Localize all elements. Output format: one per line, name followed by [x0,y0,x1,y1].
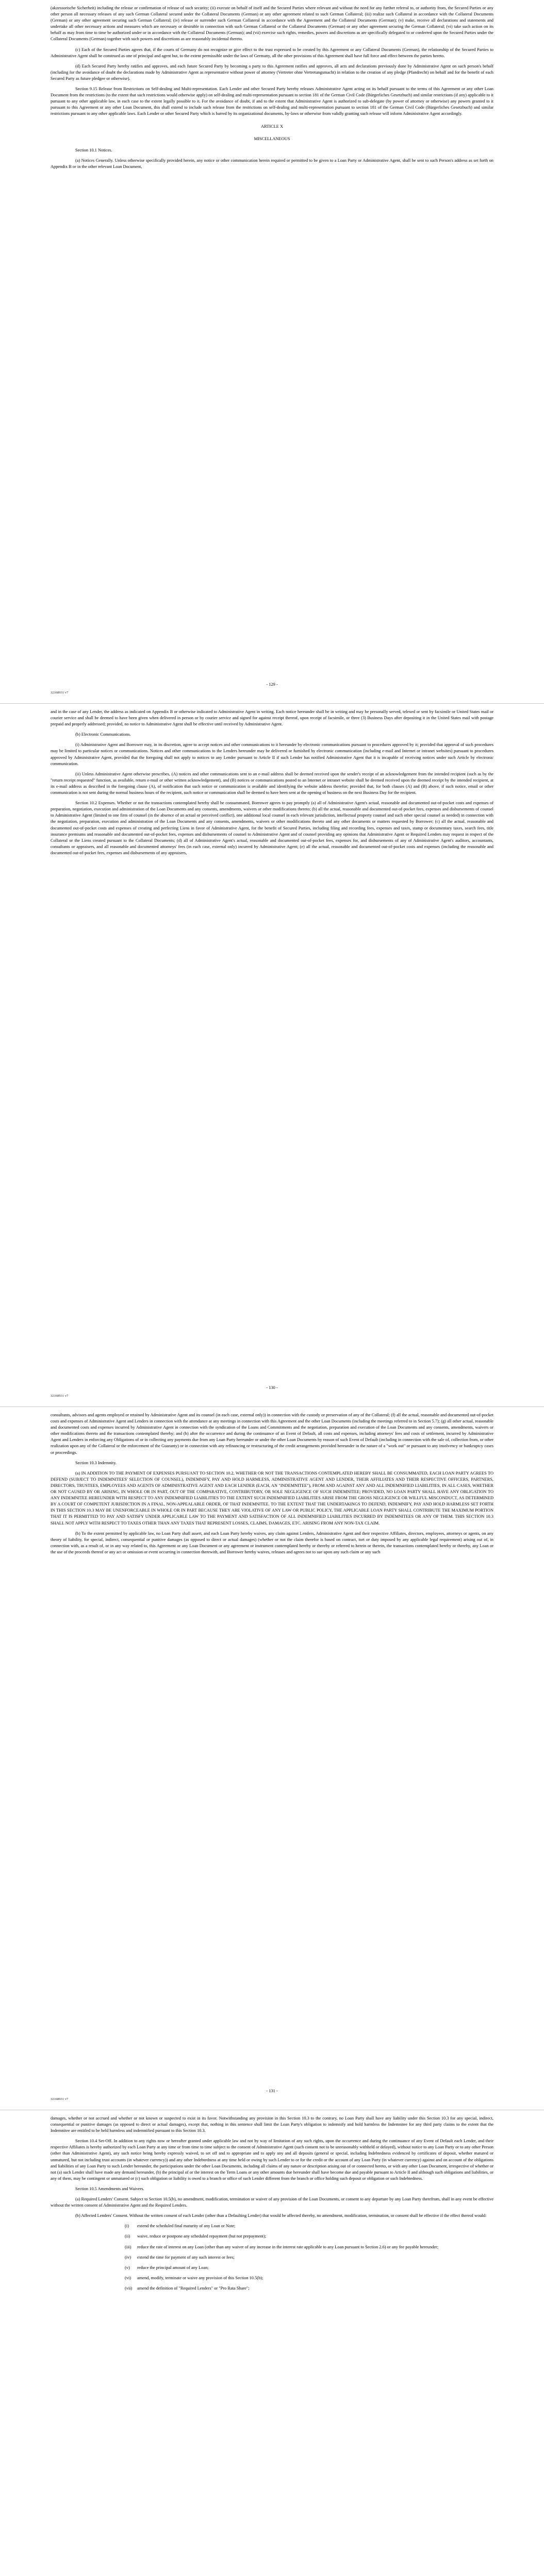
clause-text: reduce the rate of interest on any Loan (other than any waiver of any increase in the interest rate applicable to any Loan pursuant to Section 2.6) or any fee payable hereunder; [137,2244,439,2249]
document-id: 32168931 v7 [51,1394,69,1398]
document-page [0,703,544,1406]
paragraph: (b) Electronic Communications. [75,732,131,737]
clause-text: extend the scheduled final maturity of any Loan or Note; [137,2224,236,2229]
list-item [51,2255,493,2261]
list-item [51,2244,493,2250]
paragraph: consultants, advisors and agents employed or retained by Administrative Agent and its counsel (in each case, external only)) in connection with the custody or preservation of any of the Collateral; (f) all the actual, reasonable and documented out-of-pocket costs and expenses of Administrative Agent and Lenders in connection with the attendance at any meetings in connection with this Agreement and the other Loan Documents (including the meetings referred to in Section 5.7); (g) all other actual, reasonable and documented costs and expenses incurred by Administrative Agent in connection with the syndication of the Loans and Commitments and the negotiation, preparation and execution of the Loan Documents and any consents, amendments, waivers or other modifications thereto and the transactions contemplated thereby; and (h) after the occurrence and during the continuance of an Event of Default, all costs and expenses, including attorneys' fees and costs of settlement, incurred by Administrative Agent and Lenders in enforcing any Obligations of or in collecting any payments due from any Loan Party hereunder or under the other Loan Documents by reason of such Event of Default (including in connection with the sale of, collection from, or other realization upon any of the Collateral or the enforcement of the Guaranty) or in connection with any refinancing or restructuring of the credit arrangements provided hereunder in the nature of a "work out" or pursuant to any insolvency or bankruptcy cases or proceedings. [51,1413,493,1455]
paragraph: (b) To the extent permitted by applicable law, no Loan Party shall assert, and each Loan Party hereby waives, any claim against Lenders, Administrative Agent and their respective Affiliates, directors, employees, attorneys or agents, on any theory of liability, for special, indirect, consequential or punitive damages (as opposed to direct or actual damages) (whether or not the claim therefor is based on contract, tort or duty imposed by any applicable legal requirement) arising out of, in connection with, as a result of, or in any way related to, this Agreement or any Loan Document or any agreement or instrument contemplated hereby or thereby or referred to herein or therein, the transactions contemplated hereby or thereby, any Loan or the use of the proceeds thereof or any act or omission or event occurring in connection therewith, and Borrower hereby waives, releases and agrees not to sue upon any such claim or any such [51,1531,493,1554]
paragraph: (ii) Unless Administrative Agent otherwise prescribes, (A) notices and other communications sent to an e-mail address shall be deemed received upon the sender's receipt of an acknowledgement from the intended recipient (such as by the "return receipt requested" function, as available, return e-mail or other written acknowledgement), and (B) notices or communications posted to an Internet or intranet website shall be deemed received upon the deemed receipt by the intended recipient, at its e-mail address as described in the foregoing clause (A), of notification that such notice or communication is available and identifying the website address therefor; provided that, for both clauses (A) and (B) above, if such notice, email or other communication is not sent during the normal business hours of the recipient, such notice or communication shall be deemed to have been sent at the opening of business on the next Business Day for the recipient. [51,771,493,795]
paragraph: (d) Each Secured Party hereby ratifies and approves, and each future Secured Party by becoming a party to this Agreement ratifies and approves, all acts and declarations previously done by Administrative Agent on such person's behalf (including for the avoidance of doubt the declarations made by Administrative Agent as representative without power of attorney (Vertreter ohne Vertretungsmacht) in relation to the creation of any pledge (Pfandrecht) on behalf and for the benefit of each Secured Party as future pledgee or otherwise). [51,63,493,81]
paragraph: Section 10.3 Indemnity. [75,1460,117,1465]
clause-number: (vi) [125,2275,131,2280]
list-item [51,2285,493,2292]
list-item [51,2275,493,2281]
clause-text: waive, reduce or postpone any scheduled repayment (but not prepayment); [137,2234,267,2239]
clause-text: amend the definition of "Required Lenders" or "Pro Rata Share"; [137,2285,250,2291]
paragraph: (a) IN ADDITION TO THE PAYMENT OF EXPENSES PURSUANT TO SECTION 10.2, WHETHER OR NOT THE TRANSACTIONS CONTEMPLATED HEREBY SHALL BE CONSUMMATED, EACH LOAN PARTY AGREES TO DEFEND (SUBJECT TO INDEMNITEES' SELECTION OF COUNSEL), INDEMNIFY, PAY AND HOLD HARMLESS, ADMINISTRATIVE AGENT AND LENDER, THEIR AFFILIATES AND THEIR RESPECTIVE OFFICERS, PARTNERS, DIRECTORS, TRUSTEES, EMPLOYEES AND AGENTS OF ADMINISTRATIVE AGENT AND EACH LENDER (EACH, AN "INDEMNITEE"), FROM AND AGAINST ANY AND ALL INDEMNIFIED LIABILITIES, IN ALL CASES, WHETHER OR NOT CAUSED BY OR ARISING, IN WHOLE OR IN PART, OUT OF THE COMPARATIVE, CONTRIBUTORY, OR SOLE NEGLIGENCE OF SUCH INDEMNITEE; PROVIDED, NO LOAN PARTY SHALL HAVE ANY OBLIGATION TO ANY INDEMNITEE HEREUNDER WITH RESPECT TO ANY INDEMNIFIED LIABILITIES TO THE EXTENT SUCH INDEMNIFIED LIABILITIES ARISE FROM THE GROSS NEGLIGENCE OR WILLFUL MISCONDUCT, AS DETERMINED BY A COURT OF COMPETENT JURISDICTION IN A FINAL, NON-APPEALABLE ORDER, OF THAT INDEMNITEE. TO THE EXTENT THAT THE UNDERTAKINGS TO DEFEND, INDEMNIFY, PAY AND HOLD HARMLESS SET FORTH IN THIS SECTION 10.3 MAY BE UNENFORCEABLE IN WHOLE OR IN PART BECAUSE THEY ARE VIOLATIVE OF ANY LAW OR PUBLIC POLICY, THE APPLICABLE LOAN PARTY SHALL CONTRIBUTE THE MAXIMUM PORTION THAT IT IS PERMITTED TO PAY AND SATISFY UNDER APPLICABLE LAW TO THE PAYMENT AND SATISFACTION OF ALL INDEMNIFIED LIABILITIES INCURRED BY INDEMNITEES OR ANY OF THEM. THIS SECTION 10.3 SHALL NOT APPLY WITH RESPECT TO TAXES OTHER THAN ANY TAXES THAT REPRESENT LOSSES, CLAIMS, DAMAGES, ETC. ARISING FROM ANY NON-TAX CLAIM. [51,1470,493,1526]
paragraph: Section 10.2 Expenses. Whether or not the transactions contemplated hereby shall be consummated, Borrower agrees to pay promptly (a) all of Administrative Agent's actual, reasonable and documented out-of-pocket costs and expenses of preparation, negotiation, execution and administration of the Loan Documents and any consents, amendments, waivers or other modifications thereto; (b) all the actual, reasonable and documented out-of-pocket fees, expenses and disbursements of counsel to Administrative Agent (limited to one firm of counsel (in the absence of an actual or perceived conflict), one additional local counsel in each relevant jurisdiction, intellectual property counsel and such other special counsel as needed) in connection with the negotiation, preparation, execution and administration of the Loan Documents and any consents, amendments, waivers or other modifications thereto and any other documents or matters requested by Borrower; (c) all the actual, reasonable and documented out-of-pocket costs and expenses of creating and perfecting Liens in favor of Administrative Agent, for the benefit of Secured Parties, including filing and recording fees, expenses and taxes, stamp or documentary taxes, search fees, title insurance premiums and reasonable and documented out-of-pocket fees, expenses and disbursements of counsel to Administrative Agent and of counsel providing any opinions that Administrative Agent or Required Lenders may request in respect of the Collateral or the Liens created pursuant to the Collateral Documents; (d) all of Administrative Agent's actual, reasonable and documented out-of-pocket fees, expenses for, and disbursements of any of Administrative Agent's auditors, accountants, consultants or appraisers, and all reasonable and documented attorneys' fees (in each case, external only) incurred by Administrative Agent; (e) all the actual, reasonable and documented out-of-pocket costs and expenses (including the reasonable and documented out-of-pocket fees, expenses and disbursements of any appraisers, [51,801,493,855]
clause-number: (ii) [125,2234,130,2239]
paragraph: (akzessorische Sicherheit) including the release or confirmation of release of such security; (ii) execute on behalf of itself and the Secured Parties where relevant and without the need for any further referral to, or authority from, the Secured Parties or any other person all necessary releases of any such German Collateral secured under the Collateral Documents (German) or any other agreement related to such German Collateral; (iii) realize such Collateral in accordance with the Collateral Documents (German) or any other agreement securing such German Collateral; (iv) release or surrender such German Collateral in accordance with the Agreement and the Collateral Documents (German); (v) make, receive all declarations and statements and undertake all other necessary actions and measures which are necessary or desirable in connection with such German Collateral or the Collateral Documents (German) or any other agreement securing the German Collateral; (vi) take such action on its behalf as may from time to time be authorized under or in accordance with the Collateral Documents (German); and (vii) exercise such rights, remedies, powers and discretions as are specifically delegated to or conferred upon the Secured Parties under the Collateral Documents (German) together with such powers and discretions as are reasonably incidental thereto. [51,6,493,42]
document-id: 32168931 v7 [51,2097,69,2101]
clause-text: amend, modify, terminate or waive any provision of this Section 10.5(b); [137,2275,263,2280]
document-id: 32168931 v7 [51,690,69,694]
paragraph: (a) Notices Generally. Unless otherwise specifically provided herein, any notice or other communication herein required or permitted to be given to a Loan Party or Administrative Agent, shall be sent to such Person's address as set forth on Appendix B or in the other relevant Loan Document, [51,158,493,169]
paragraph: and in the case of any Lender, the address as indicated on Appendix B or otherwise indicated to Administrative Agent in writing. Each notice hereunder shall be in writing and may be personally served, telexed or sent by facsimile or United States mail or courier service and shall be deemed to have been given when delivered in person or by courier service and signed for against receipt thereof, upon receipt of facsimile, or three (3) Business Days after depositing it in the United States mail with postage prepaid and properly addressed; provided, no notice to Administrative Agent shall be effective until received by Administrative Agent. [51,709,493,727]
paragraph: damages, whether or not accrued and whether or not known or suspected to exist in its favor. Notwithstanding any provision in this Section 10.3 to the contrary, no Loan Party shall have any liability under this Section 10.3 for any special, indirect, consequential or punitive damages (as opposed to direct or actual damages), except that, nothing in this sentence shall limit the Loan Party's obligation to indemnify and hold harmless the Indemnitee for any third party claims to the extent that the Indemnitee are entitled to be held harmless and indemnified pursuant to this Section 10.3. [51,2116,493,2133]
clause-number: (iv) [125,2255,131,2260]
document-page [0,0,544,703]
page-number: - 131 - [266,2088,278,2093]
clause-number: (iii) [125,2244,131,2249]
clause-number: (vii) [125,2285,133,2291]
clause-number: (i) [125,2224,129,2229]
paragraph: (i) Administrative Agent and Borrower may, in its discretion, agree to accept notices and other communications to it hereunder by electronic communications pursuant to procedures approved by it; provided that approval of such procedures may be limited to particular notices or communications. Notices and other communications to the Lenders hereunder may be delivered or furnished by electronic communication (including e-mail and Internet or intranet websites) pursuant to procedures approved by Administrative Agent, provided that the foregoing shall not apply to notices to any Lender pursuant to Article II if such Lender has notified Administrative Agent that it is incapable of receiving notices under such Article by electronic communication. [51,742,493,766]
clause-text: reduce the principal amount of any Loan; [137,2265,209,2270]
clause-text: extend the time for payment of any such interest or fees; [137,2255,235,2260]
paragraph: (b) Affected Lenders' Consent. Without the written consent of each Lender (other than a Defaulting Lender) that would be affected thereby, no amendment, modification, termination, or consent shall be effective if the effect thereof would: [75,2213,487,2218]
paragraph: Section 10.4 Set-Off. In addition to any rights now or hereafter granted under applicable law and not by way of limitation of any such rights, upon the occurrence and during the continuance of any Event of Default each Lender, and their respective Affiliates is hereby authorized by each Loan Party at any time or from time to time subject to the consent of Administrative Agent (such consent not to be unreasonably withheld or delayed), without notice to any Loan Party or to any other Person (other than Administrative Agent), any such notice being hereby expressly waived, to set off and to appropriate and to apply any and all deposits (general or special, including Indebtedness evidenced by certificates of deposit, whether matured or unmatured, but not including trust accounts (in whatever currency)) and any other Indebtedness at any time held or owing by such Lender to or for the credit or the account of any Loan Party (in whatever currency) against and on account of the obligations and liabilities of any Loan Party to such Lender hereunder, the participations under the other Loan Documents, including all claims of any nature or description arising out of or connected hereto, or with any other Loan Document, irrespective of whether or not (a) such Lender shall have made any demand hereunder, (b) the principal of or the interest on the Term Loans or any other amounts due hereunder shall have become due and payable pursuant to Article II and although such obligations and liabilities, or any of them, may be contingent or unmatured or (c) such obligation or liability is owed to a branch or office of such Lender different from the branch or office holding such deposit or obligation or such Indebtedness. [51,2139,493,2181]
paragraph: Section 10.5 Amendments and Waivers. [75,2186,144,2191]
article-heading: ARTICLE X [261,124,283,129]
document-page [0,1406,544,2110]
list-item [51,2233,493,2240]
page-number: - 130 - [266,1385,278,1390]
page-number: - 129 - [266,682,278,687]
paragraph: (c) Each of the Secured Parties agrees that, if the courts of Germany do not recognize or give effect to the trust expressed to be created by this Agreement or any Collateral Documents (German), the relationship of the Secured Parties to Administrative Agent shall be construed as one of principal and agent but, to the extent permissible under the laws of Germany, all the other provisions of this Agreement shall have full force and effect between the parties hereto. [51,47,493,58]
document-page [0,2110,544,2576]
list-item [51,2265,493,2271]
paragraph: (a) Required Lenders' Consent. Subject to Section 10.5(b), no amendment, modification, termination or waiver of any provision of the Loan Documents, or consent to any departure by any Loan Party therefrom, shall in any event be effective without the written consent of Administrative Agent and the Required Lenders. [51,2197,493,2208]
paragraph: Section 10.1 Notices. [75,147,112,152]
list-item [51,2223,493,2229]
clause-number: (v) [125,2265,130,2270]
paragraph: Section 9.15 Release from Restrictions on Self-dealing and Multi-representation. Each Lender and other Secured Party hereby releases Administrative Agent acting on its behalf pursuant to the terms of this Agreement or any other Loan Document from the restrictions (to the extent that such restrictions would otherwise apply) on self-dealing and multi-representation pursuant to section 181 of the German Civil Code (Bürgerliches Gesetzbuch) and similar restrictions (if any) applicable to it pursuant to any other applicable law, in each case to the extent legally possible to it. For the avoidance of doubt, if and to the extent that Administrative Agent is authorized to sub-delegate (by power of attorney or otherwise) any powers granted to it pursuant to this Agreement or any other Loan Document, this shall extend to include such release from the restrictions on self-dealing and multi-representation pursuant to section 181 of the German Civil Code (Bürgerliches Gesetzbuch) and similar restrictions pursuant to any other applicable laws. Each Lender or other Secured Party which is barred by its organizational documents, by-laws or otherwise from validly granting such release will inform Administrative Agent accordingly. [51,87,493,116]
article-heading: MISCELLANEOUS [254,136,290,141]
